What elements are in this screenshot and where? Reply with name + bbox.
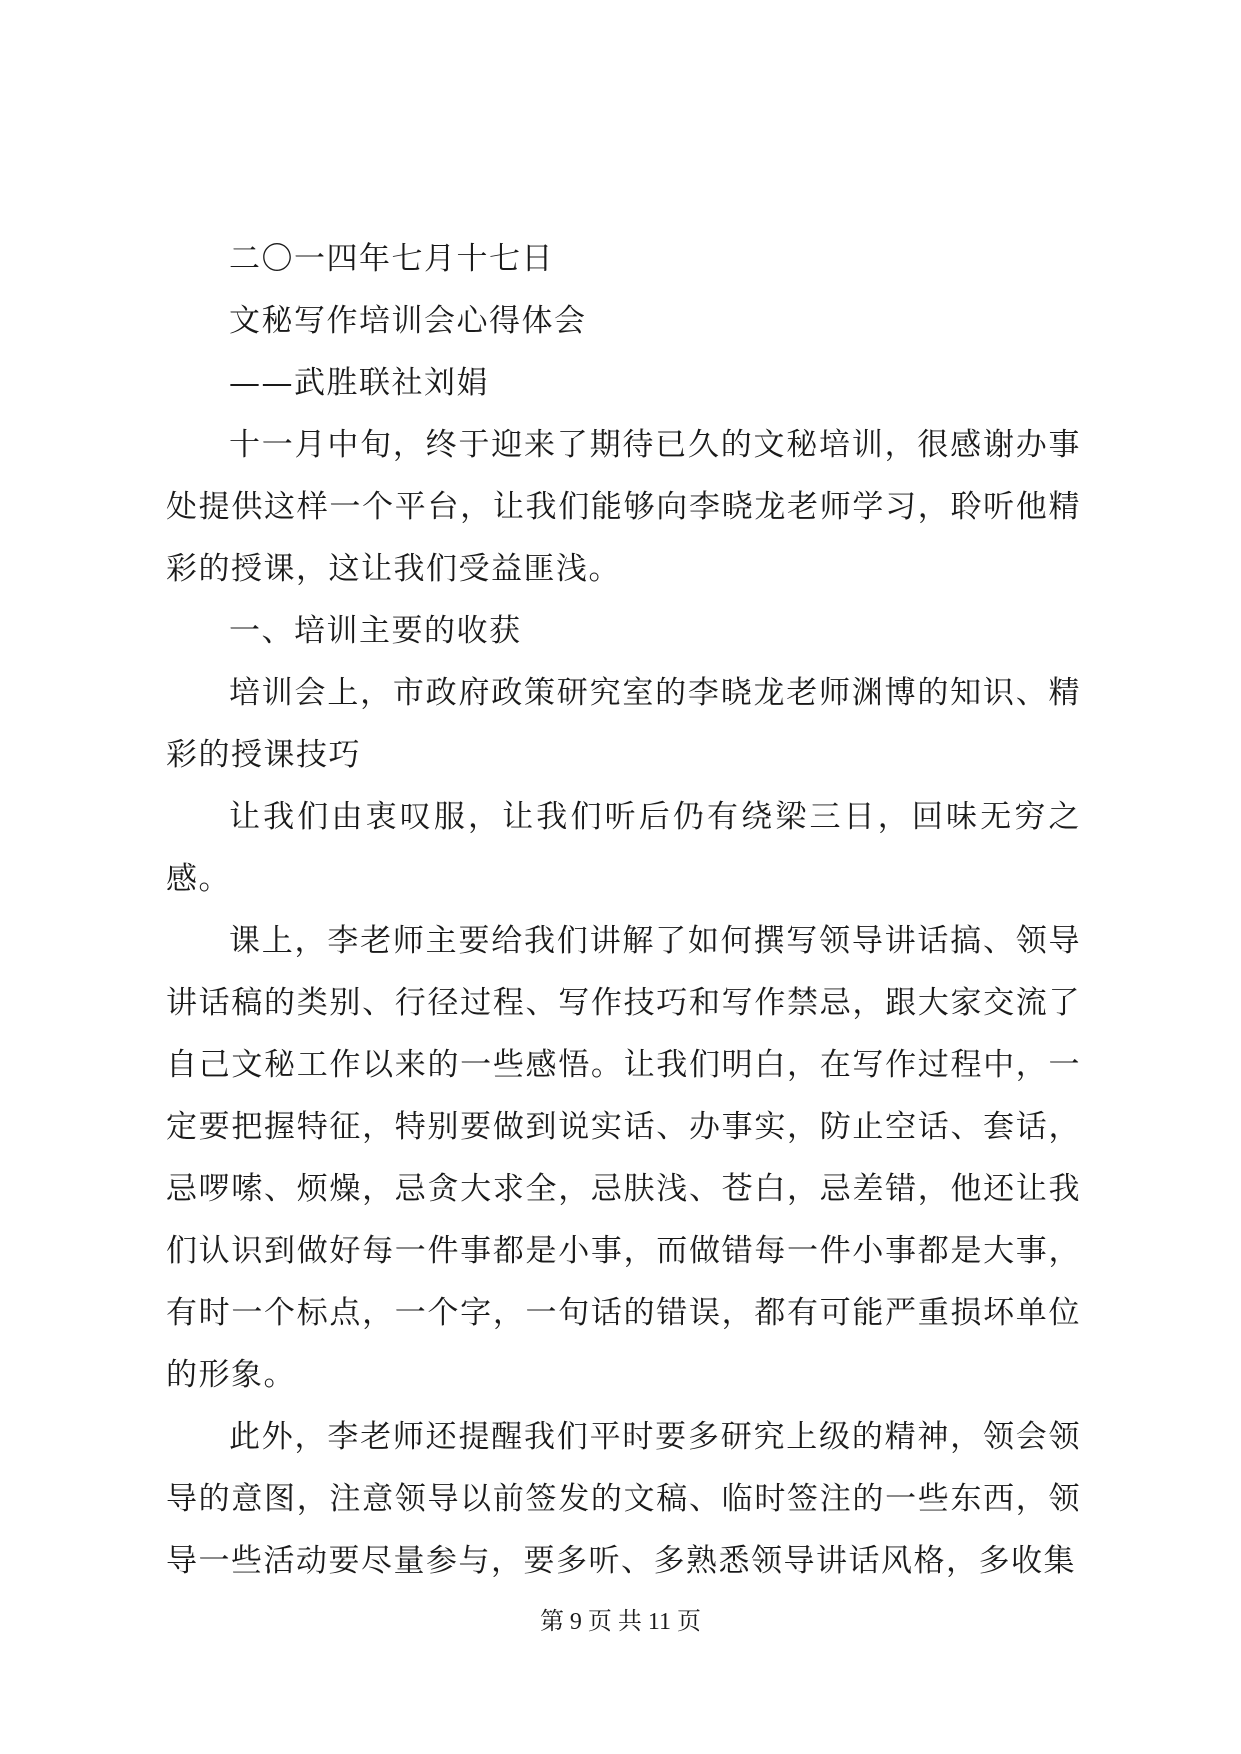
body-paragraph: 让我们由衷叹服，让我们听后仍有绕梁三日，回味无穷之感。: [166, 799, 1081, 897]
body-paragraph: 十一月中旬，终于迎来了期待已久的文秘培训，很感谢办事处提供这样一个平台，让我们能够向李晓龙老师学习，聆听他精彩的授课，这让我们受益匪浅。: [166, 427, 1081, 587]
body-paragraph: 培训会上，市政府政策研究室的李晓龙老师渊博的知识、精彩的授课技巧: [166, 675, 1081, 773]
page-footer: 第 9 页 共 11 页: [539, 1609, 702, 1635]
date-line: 二〇一四年七月十七日: [229, 241, 554, 277]
section-heading: 一、培训主要的收获: [229, 613, 522, 649]
body-paragraph: 课上，李老师主要给我们讲解了如何撰写领导讲话搞、领导讲话稿的类别、行径过程、写作技巧和写作禁忌，跟大家交流了自己文秘工作以来的一些感悟。让我们明白，在写作过程中，一定要把握特征，特别要做到说实话、办事实，防止空话、套话，忌啰嗦、烦燥，忌贪大求全，忌肤浅、苍白，忌差错，他还让我们认识到做好每一件事都是小事，而做错每一件小事都是大事，有时一个标点，一个字，一句话的错误，都有可能严重损坏单位的形象。: [166, 923, 1081, 1393]
document-title: 文秘写作培训会心得体会: [229, 303, 587, 339]
body-paragraph: 此外，李老师还提醒我们平时要多研究上级的精神，领会领导的意图，注意领导以前签发的文稿、临时签注的一些东西，领导一些活动要尽量参与，要多听、多熟悉领导讲话风格，多收集: [166, 1419, 1081, 1579]
document-body: [166, 228, 1081, 1592]
author-line: ——武胜联社刘娟: [229, 365, 489, 401]
